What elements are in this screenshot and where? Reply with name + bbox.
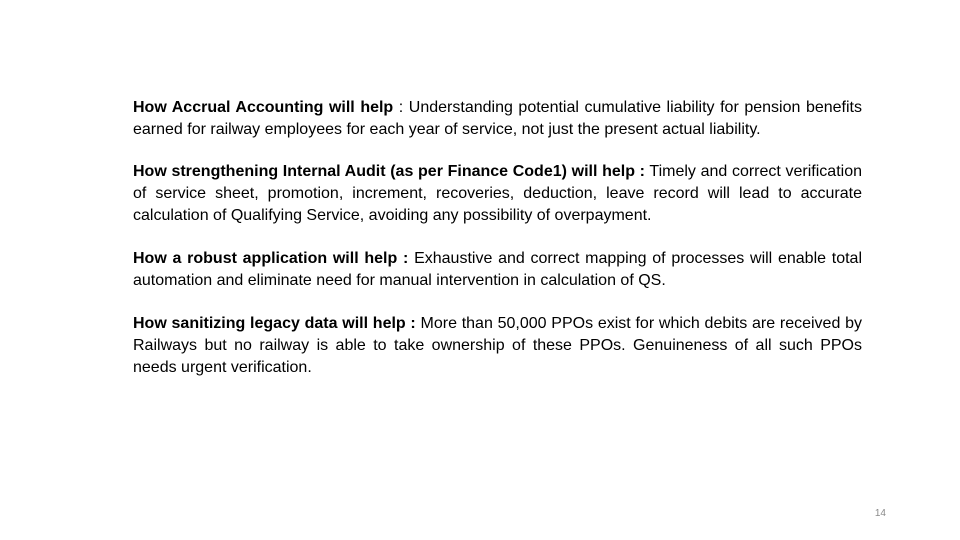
page-number: 14	[874, 508, 886, 519]
paragraph-heading: How a robust application will help :	[133, 250, 409, 267]
paragraph-body: Timely and correct verification of service sheet, promotion, increment, recoveries, deduction, leave record will lead to accurate calculation of Qualifying Service, avoiding any possibility of overpayment.	[133, 163, 863, 224]
paragraph-heading: How sanitizing legacy data will help :	[133, 315, 416, 332]
paragraph-internal-audit	[133, 161, 862, 227]
paragraph-accrual-accounting	[133, 97, 862, 141]
paragraph-heading: How strengthening Internal Audit (as per Finance Code1) will help :	[133, 163, 645, 180]
paragraph-robust-application	[133, 248, 862, 292]
paragraph-heading: How Accrual Accounting will help	[133, 99, 394, 116]
paragraph-body: Exhaustive and correct mapping of processes will enable total automation and eliminate need for manual intervention in calculation of QS.	[133, 250, 863, 289]
slide-content	[133, 97, 862, 394]
paragraph-legacy-data	[133, 313, 862, 379]
paragraph-body: : Understanding potential cumulative liability for pension benefits earned for railway employees for each year of service, not just the present actual liability.	[133, 99, 862, 138]
paragraph-body: More than 50,000 PPOs exist for which debits are received by Railways but no railway is able to take ownership of these PPOs. Genuineness of all such PPOs needs urgent verification.	[133, 315, 863, 376]
